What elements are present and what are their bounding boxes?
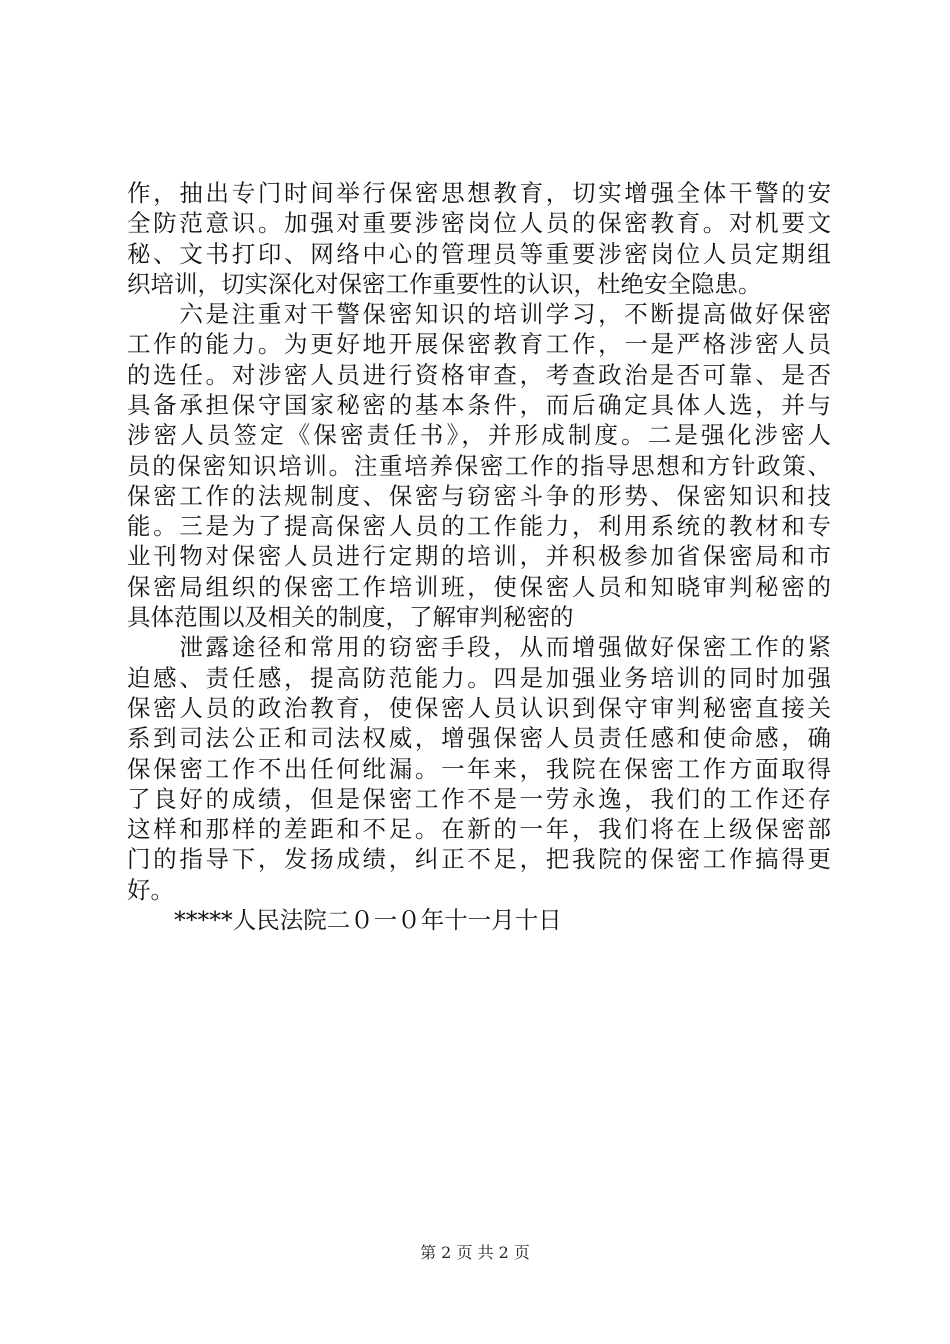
text-line: 六是注重对干警保密知识的培训学习，不断提高做好保密 bbox=[127, 300, 831, 328]
text-line: 能。三是为了提高保密人员的工作能力，利用系统的教材和专 bbox=[127, 512, 831, 540]
text-line: 保保密工作不出任何纰漏。一年来，我院在保密工作方面取得 bbox=[127, 755, 831, 783]
text-line: 系到司法公正和司法权威，增强保密人员责任感和使命感，确 bbox=[127, 724, 831, 752]
text-line: 好。 bbox=[127, 876, 174, 904]
text-line: 秘、文书打印、网络中心的管理员等重要涉密岗位人员定期组 bbox=[127, 240, 831, 268]
text-line: 作，抽出专门时间举行保密思想教育，切实增强全体干警的安 bbox=[127, 179, 831, 207]
text-line: 这样和那样的差距和不足。在新的一年，我们将在上级保密部 bbox=[127, 815, 831, 843]
text-line: 泄露途径和常用的窃密手段，从而增强做好保密工作的紧 bbox=[127, 633, 831, 661]
page-number-footer: 第 2 页 共 2 页 bbox=[420, 1243, 530, 1262]
text-line: 全防范意识。加强对重要涉密岗位人员的保密教育。对机要文 bbox=[127, 209, 831, 237]
text-line: 员的保密知识培训。注重培养保密工作的指导思想和方针政策、 bbox=[127, 452, 831, 480]
text-line: 了良好的成绩，但是保密工作不是一劳永逸，我们的工作还存 bbox=[127, 785, 831, 813]
text-line: 业刊物对保密人员进行定期的培训，并积极参加省保密局和市 bbox=[127, 542, 831, 570]
text-line: 保密局组织的保密工作培训班，使保密人员和知晓审判秘密的 bbox=[127, 573, 831, 601]
text-line: 织培训，切实深化对保密工作重要性的认识，杜绝安全隐患。 bbox=[127, 270, 762, 298]
text-line: 的选任。对涉密人员进行资格审查，考查政治是否可靠、是否 bbox=[127, 361, 831, 389]
text-line: 保密工作的法规制度、保密与窃密斗争的形势、保密知识和技 bbox=[127, 482, 831, 510]
signature-date-line: *****人民法院二０一０年十一月十日 bbox=[127, 906, 562, 934]
text-line: 保密人员的政治教育，使保密人员认识到保守审判秘密直接关 bbox=[127, 694, 831, 722]
text-line: 涉密人员签定《保密责任书》，并形成制度。二是强化涉密人 bbox=[127, 421, 831, 449]
text-line: 门的指导下，发扬成绩，纠正不足，把我院的保密工作搞得更 bbox=[127, 845, 831, 873]
text-line: 具备承担保守国家秘密的基本条件，而后确定具体人选，并与 bbox=[127, 391, 831, 419]
text-line: 工作的能力。为更好地开展保密教育工作，一是严格涉密人员 bbox=[127, 330, 831, 358]
text-line: 迫感、责任感，提高防范能力。四是加强业务培训的同时加强 bbox=[127, 664, 831, 692]
text-line: 具体范围以及相关的制度，了解审判秘密的 bbox=[127, 603, 574, 631]
